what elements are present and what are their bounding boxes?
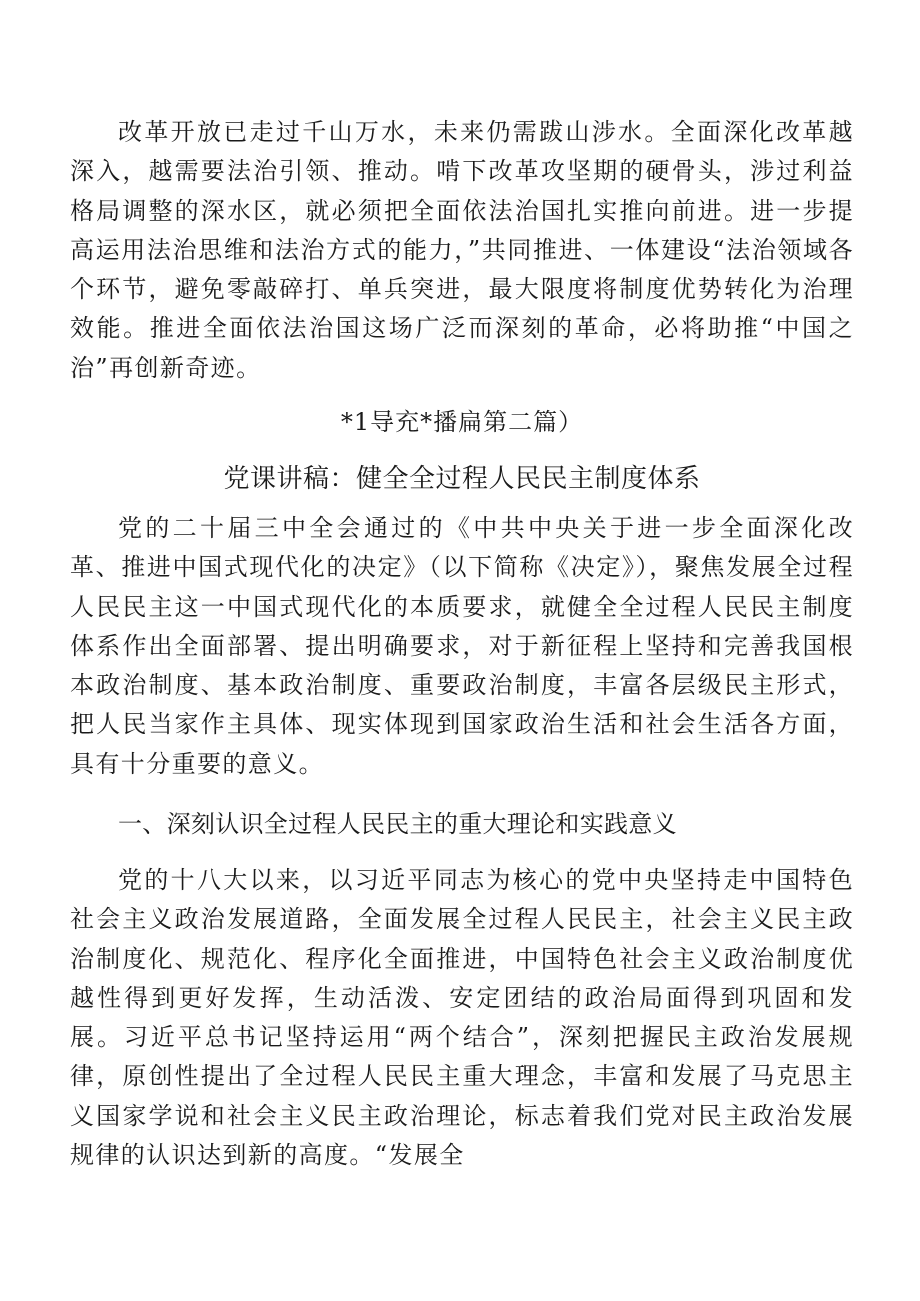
article-title: 党课讲稿：健全全过程人民民主制度体系 <box>223 464 701 494</box>
section-heading: 一、深刻认识全过程人民民主的重大理论和实践意义 <box>118 810 677 838</box>
intro-paragraph: 改革开放已走过千山万水，未来仍需跋山涉水。全面深化改革越深入，越需要法治引领、推动。啃下改革攻坚期的硬骨头，涉过利益格局调整的深水区，就必须把全面依法治国扎实推向前进。进一步提高运用法治思维和法治方式的能力，”共同推进、一体建设“法治领域各个环节，避免零敲碎打、单兵突进，最大限度将制度优势转化为治理效能。推进全面依法治国这场广泛而深刻的革命，必将助推“中国之治”再创新奇迹。 <box>70 118 854 382</box>
article-subtitle: *1导充*播扁第二篇） <box>340 408 584 436</box>
body-paragraph: 党的十八大以来，以习近平同志为核心的党中央坚持走中国特色社会主义政治发展道路，全面发展全过程人民民主，社会主义民主政治制度化、规范化、程序化全面推进，中国特色社会主义政治制度优越性得到更好发挥，生动活泼、安定团结的政治局面得到巩固和发展。习近平总书记坚持运用“两个结合”，深刻把握民主政治发展规律，原创性提出了全过程人民民主重大理念，丰富和发展了马克思主义国家学说和社会主义民主政治理论，标志着我们党对民主政治发展规律的认识达到新的高度。“发展全 <box>70 866 854 1170</box>
lead-paragraph: 党的二十届三中全会通过的《中共中央关于进一步全面深化改革、推进中国式现代化的决定》（以下简称《决定》），聚焦发展全过程人民民主这一中国式现代化的本质要求，就健全全过程人民民主制度体系作出全面部署、提出明确要求，对于新征程上坚持和完善我国根本政治制度、基本政治制度、重要政治制度，丰富各层级民主形式，把人民当家作主具体、现实体现到国家政治生活和社会生活各方面，具有十分重要的意义。 <box>70 514 854 778</box>
